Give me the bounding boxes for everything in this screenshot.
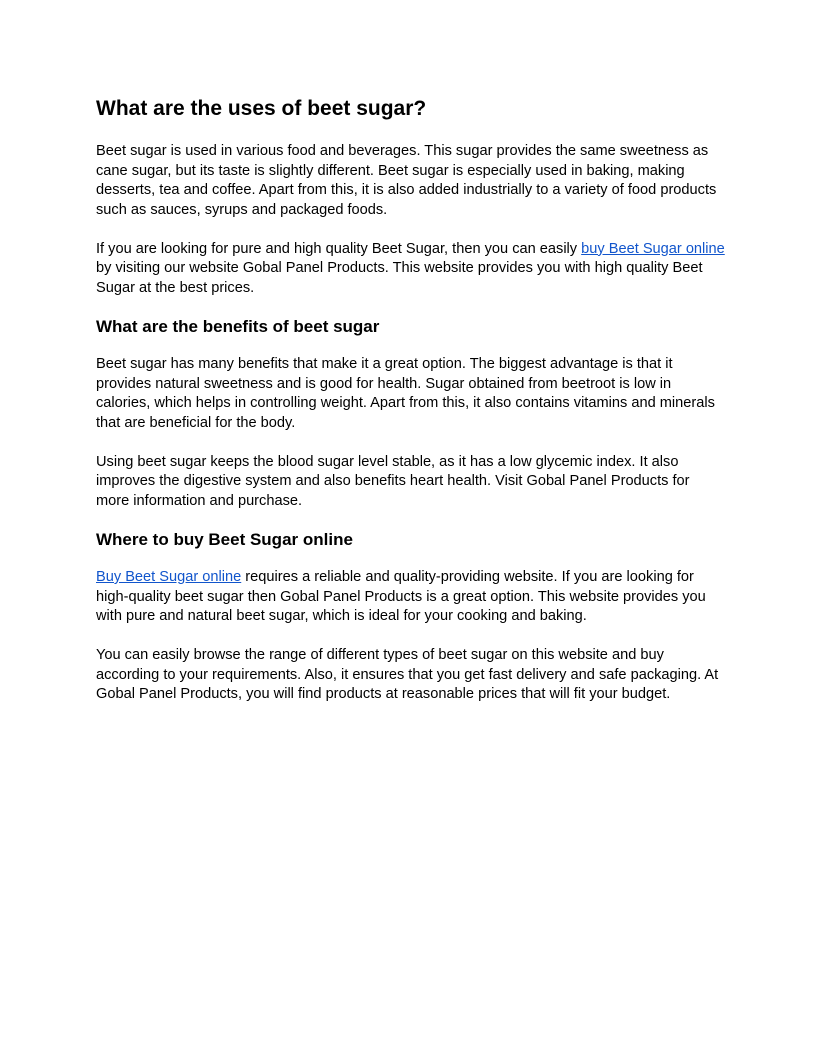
- uses-paragraph-2: [96, 240, 726, 299]
- where-to-buy-paragraph-1: [96, 568, 726, 627]
- uses-paragraph-2-text-after: by visiting our website Gobal Panel Products. This website provides you with high quality Beet Sugar at the best prices.: [96, 260, 703, 296]
- uses-paragraph-1: Beet sugar is used in various food and beverages. This sugar provides the same sweetness as cane sugar, but its taste is slightly different. Beet sugar is especially used in baking, making desserts, tea and coffee. Apart from this, it is also added industrially to a variety of food products such as sauces, syrups and packaged foods.: [96, 143, 717, 218]
- buy-beet-sugar-online-link[interactable]: buy Beet Sugar online: [581, 240, 725, 257]
- where-to-buy-paragraph-2: You can easily browse the range of different types of beet sugar on this website and buy according to your requirements. Also, it ensures that you get fast delivery and safe packaging. At Gobal Panel Products, you will find products at reasonable prices that will fit your budget.: [96, 647, 719, 702]
- benefits-paragraph-1: Beet sugar has many benefits that make it a great option. The biggest advantage is that it provides natural sweetness and is good for health. Sugar obtained from beetroot is low in calories, which helps in controlling weight. Apart from this, it also contains vitamins and minerals that are beneficial for the body.: [96, 356, 715, 431]
- uses-paragraph-2-text-before: If you are looking for pure and high quality Beet Sugar, then you can easily: [96, 240, 582, 257]
- page-title: What are the uses of beet sugar?: [96, 97, 427, 120]
- buy-beet-sugar-online-link-2[interactable]: Buy Beet Sugar online: [96, 569, 242, 585]
- where-to-buy-paragraph-1-text: requires a reliable and quality-providing website. If you are looking for high-quality beet sugar then Gobal Panel Products is a great option. This website provides you with pure and natural beet sugar, which is ideal for your cooking and baking.: [96, 569, 706, 624]
- benefits-paragraph-2: Using beet sugar keeps the blood sugar level stable, as it has a low glycemic index. It also improves the digestive system and also benefits heart health. Visit Gobal Panel Products for more information and purchase.: [96, 453, 690, 509]
- benefits-heading: What are the benefits of beet sugar: [96, 317, 380, 336]
- document-page: [96, 94, 726, 724]
- where-to-buy-heading: Where to buy Beet Sugar online: [96, 530, 353, 549]
